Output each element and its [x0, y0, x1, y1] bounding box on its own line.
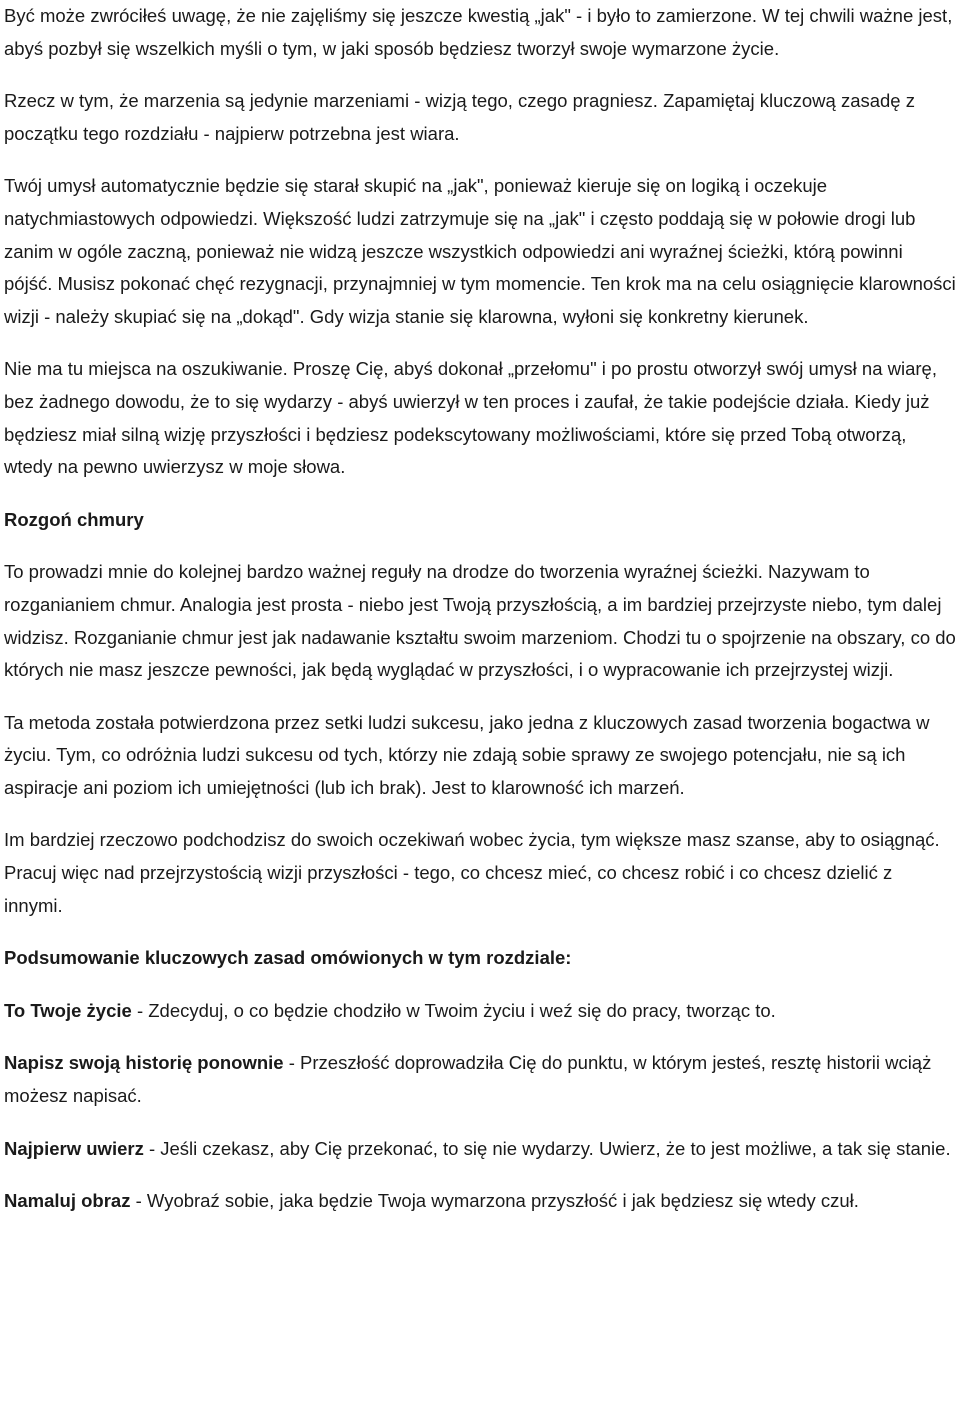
principle-text: - Wyobraź sobie, jaka będzie Twoja wymarzona przyszłość i jak będziesz się wtedy czuł. — [130, 1190, 859, 1212]
principle-text: - Przeszłość doprowadziła Cię do punktu, w którym jesteś, resztę historii wciąż możesz napisać. — [4, 1052, 932, 1107]
document-page — [4, 0, 956, 1238]
principle-title: Najpierw uwierz — [4, 1137, 144, 1159]
principle-item — [4, 995, 956, 1028]
principle-title: Namaluj obraz — [4, 1190, 131, 1212]
section-heading: Rozgoń chmury — [4, 508, 144, 530]
paragraph-expectations: Im bardziej rzeczowo podchodzisz do swoich oczekiwań wobec życia, tym większe masz szanse, aby to osiągnąć. Pracuj więc nad przejrzystością wizji przyszłości - tego, co chcesz mieć, co chcesz robić i co chcesz dzielić z innymi. — [4, 829, 940, 916]
paragraph-how: Twój umysł automatycznie będzie się starał skupić na „jak", ponieważ kieruje się on logiką i oczekuje natychmiastowych odpowiedzi. Większość ludzi zatrzymuje się na „jak" i często poddają się w połowie drogi lub zanim w ogóle zaczną, ponieważ nie widzą jeszcze wszystkich odpowiedzi ani wyraźnej ścieżki, którą powinni pójść. Musisz pokonać chęć rezygnacji, przynajmniej w tym momencie. Ten krok ma na celu osiągnięcie klarowności wizji - należy skupiać się na „dokąd". Gdy wizja stanie się klarowna, wyłoni się konkretny kierunek. — [4, 175, 956, 327]
summary-heading: Podsumowanie kluczowych zasad omówionych w tym rozdziale: — [4, 947, 572, 969]
principle-item — [4, 1185, 956, 1218]
paragraph-method: Ta metoda została potwierdzona przez setki ludzi sukcesu, jako jedna z kluczowych zasad tworzenia bogactwa w życiu. Tym, co odróżnia ludzi sukcesu od tych, którzy nie zdają sobie sprawy ze swojego potencjału, nie są ich aspiracje ani poziom ich umiejętności (lub ich brak). Jest to klarowność ich marzeń. — [4, 711, 930, 798]
paragraph-breakthrough: Nie ma tu miejsca na oszukiwanie. Proszę Cię, abyś dokonał „przełomu" i po prostu otworzył swój umysł na wiarę, bez żadnego dowodu, że to się wydarzy - abyś uwierzył w ten proces i zaufał, że takie podejście działa. Kiedy już będziesz miał silną wizję przyszłości i będziesz podekscytowany możliwościami, które się przed Tobą otworzą, wtedy na pewno uwierzysz w moje słowa. — [4, 358, 937, 478]
paragraph-intro: Być może zwróciłeś uwagę, że nie zajęliśmy się jeszcze kwestią „jak" - i było to zamierzone. W tej chwili ważne jest, abyś pozbył się wszelkich myśli o tym, w jaki sposób będziesz tworzył swoje wymarzone życie. — [4, 5, 953, 59]
principle-item — [4, 1133, 956, 1166]
principle-item — [4, 1047, 956, 1112]
paragraph-clouds: To prowadzi mnie do kolejnej bardzo ważnej reguły na drodze do tworzenia wyraźnej ścieżki. Nazywam to rozganianiem chmur. Analogia jest prosta - niebo jest Twoją przyszłością, a im bardziej przejrzyste niebo, tym dalej widzisz. Rozganianie chmur jest jak nadawanie kształtu swoim marzeniom. Chodzi tu o spojrzenie na obszary, co do których nie masz jeszcze pewności, jak będą wyglądać w przyszłości, i o wypracowanie ich przejrzystej wizji. — [4, 561, 956, 681]
principle-title: To Twoje życie — [4, 999, 132, 1021]
principle-text: - Jeśli czekasz, aby Cię przekonać, to się nie wydarzy. Uwierz, że to jest możliwe, a tak się stanie. — [143, 1137, 951, 1159]
principle-text: - Zdecyduj, o co będzie chodziło w Twoim życiu i weź się do pracy, tworząc to. — [131, 999, 776, 1021]
paragraph-dreams: Rzecz w tym, że marzenia są jedynie marzeniami - wizją tego, czego pragniesz. Zapamiętaj kluczową zasadę z początku tego rozdziału - najpierw potrzebna jest wiara. — [4, 90, 915, 144]
principle-title: Napisz swoją historię ponownie — [4, 1052, 284, 1074]
